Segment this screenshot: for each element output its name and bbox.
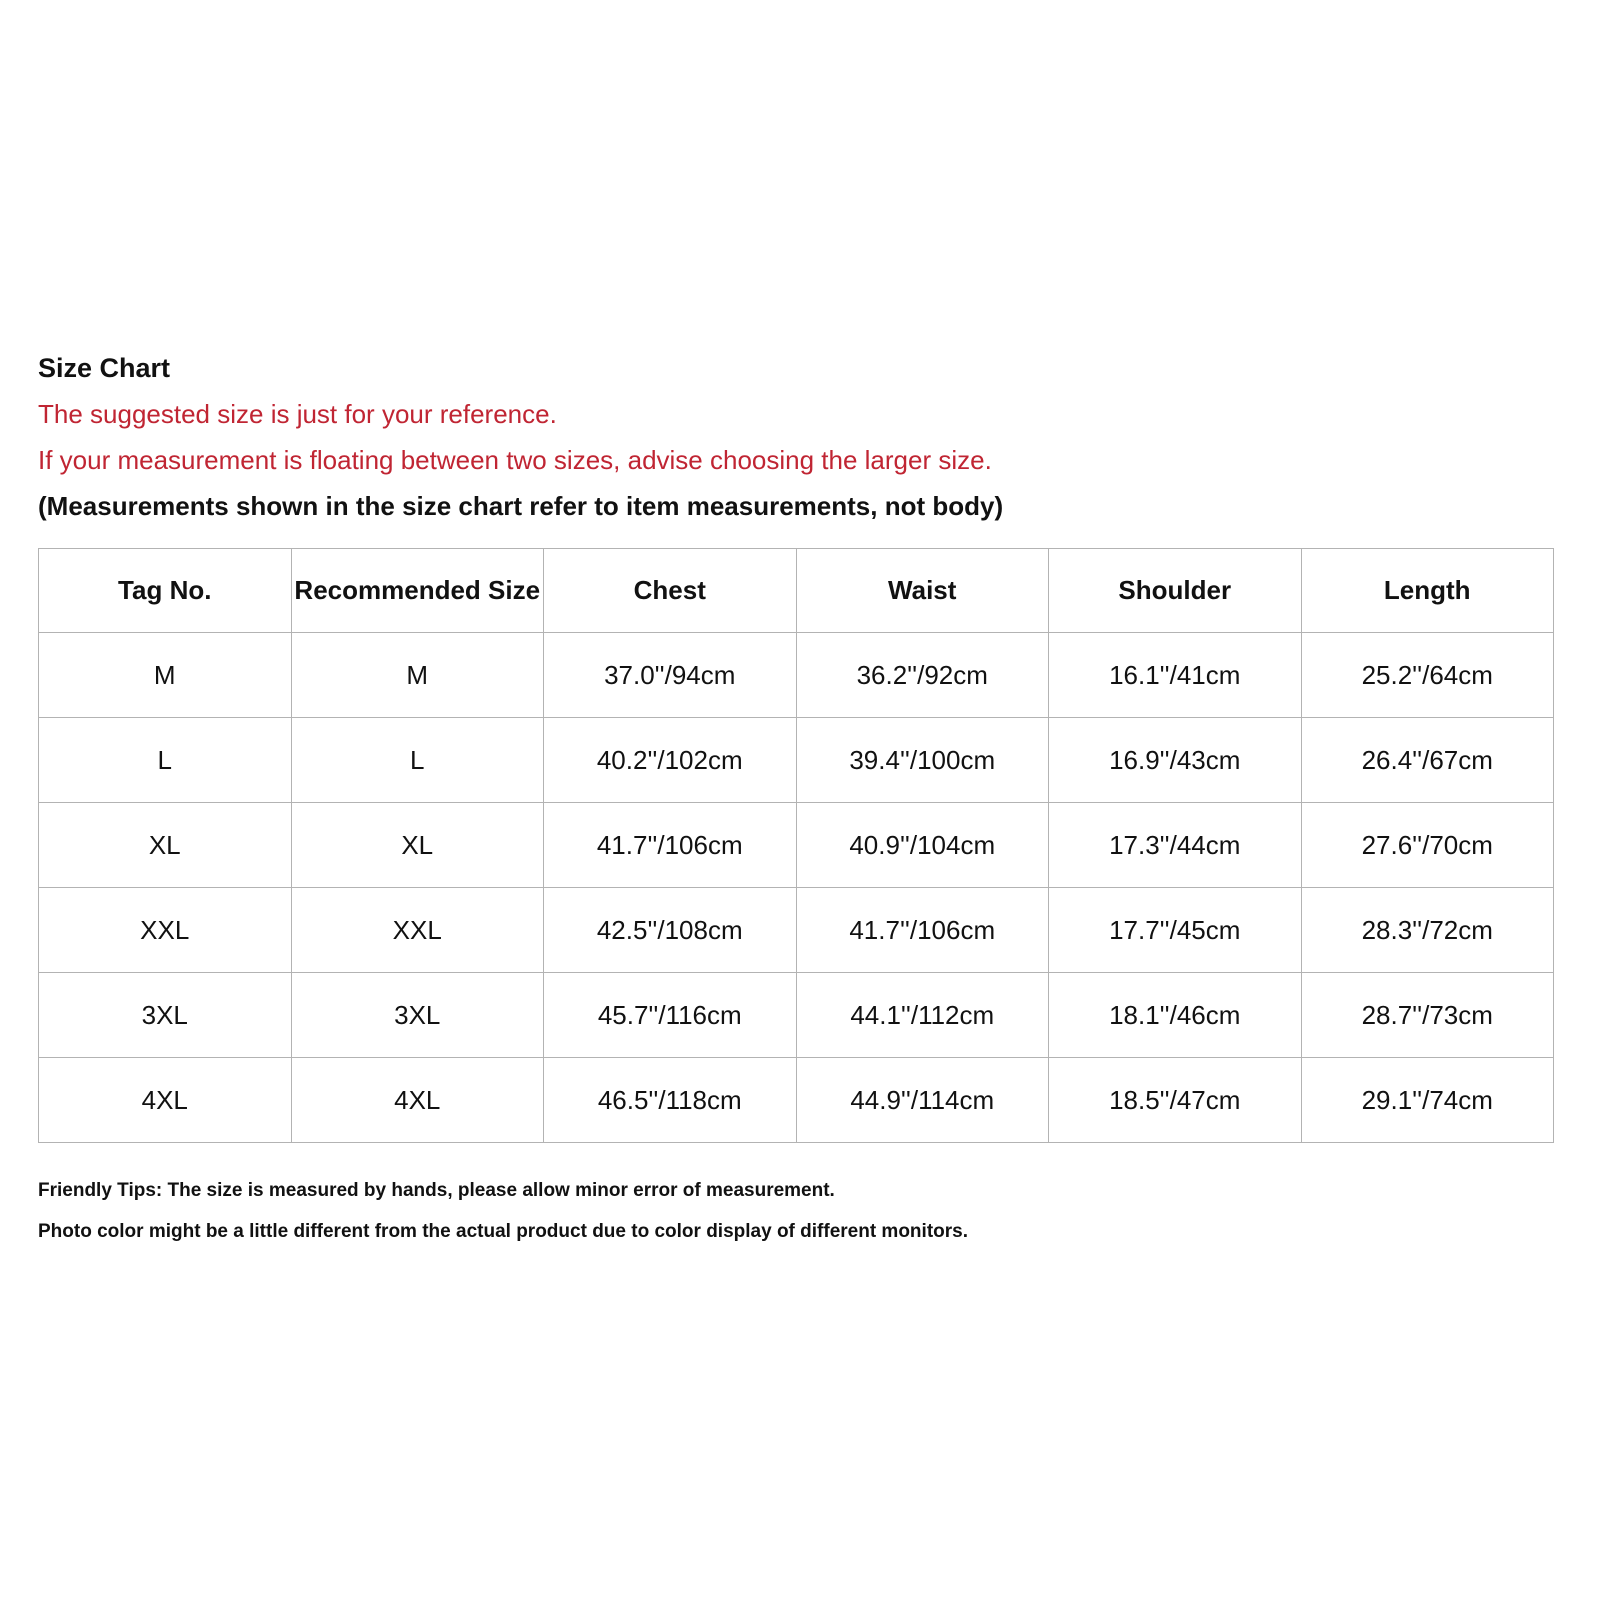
table-cell: 3XL xyxy=(291,973,544,1058)
table-cell: 39.4''/100cm xyxy=(796,718,1049,803)
table-cell: 44.9''/114cm xyxy=(796,1058,1049,1143)
table-cell: L xyxy=(291,718,544,803)
table-cell: 40.9''/104cm xyxy=(796,803,1049,888)
table-cell: 17.3''/44cm xyxy=(1049,803,1302,888)
friendly-tips-text: Friendly Tips: The size is measured by hands, please allow minor error of measurement. xyxy=(38,1180,835,1201)
size-chart-table xyxy=(38,548,1554,1143)
table-cell: 28.3''/72cm xyxy=(1301,888,1554,973)
table-cell: 41.7''/106cm xyxy=(544,803,797,888)
table-cell: 17.7''/45cm xyxy=(1049,888,1302,973)
table-cell: 18.1''/46cm xyxy=(1049,973,1302,1058)
table-row-xl xyxy=(39,803,1554,888)
column-header-waist: Waist xyxy=(796,549,1049,633)
table-row-m xyxy=(39,633,1554,718)
table-cell: 41.7''/106cm xyxy=(796,888,1049,973)
table-cell: XXL xyxy=(39,888,292,973)
table-cell: M xyxy=(39,633,292,718)
table-cell: 45.7''/116cm xyxy=(544,973,797,1058)
table-row-xxl xyxy=(39,888,1554,973)
table-cell: 28.7''/73cm xyxy=(1301,973,1554,1058)
table-cell: 42.5''/108cm xyxy=(544,888,797,973)
size-chart-content xyxy=(38,352,1554,1261)
table-cell: 4XL xyxy=(291,1058,544,1143)
table-cell: 16.1''/41cm xyxy=(1049,633,1302,718)
table-header-row xyxy=(39,549,1554,633)
table-row-3xl xyxy=(39,973,1554,1058)
photo-color-note: Photo color might be a little different from the actual product due to color display of different monitors. xyxy=(38,1221,968,1242)
red-note-reference: The suggested size is just for your reference. xyxy=(38,399,557,429)
column-header-shoulder: Shoulder xyxy=(1049,549,1302,633)
column-header-length: Length xyxy=(1301,549,1554,633)
table-cell: 29.1''/74cm xyxy=(1301,1058,1554,1143)
table-cell: 18.5''/47cm xyxy=(1049,1058,1302,1143)
table-cell: 40.2''/102cm xyxy=(544,718,797,803)
measurements-note: (Measurements shown in the size chart refer to item measurements, not body) xyxy=(38,491,1004,521)
table-cell: XXL xyxy=(291,888,544,973)
column-header-recommended-size: Recommended Size xyxy=(291,549,544,633)
table-cell: L xyxy=(39,718,292,803)
table-cell: 25.2''/64cm xyxy=(1301,633,1554,718)
table-cell: 37.0''/94cm xyxy=(544,633,797,718)
table-row-4xl xyxy=(39,1058,1554,1143)
table-cell: 3XL xyxy=(39,973,292,1058)
table-cell: 26.4''/67cm xyxy=(1301,718,1554,803)
table-cell: XL xyxy=(291,803,544,888)
red-note-larger-size: If your measurement is floating between two sizes, advise choosing the larger size. xyxy=(38,445,992,475)
table-cell: M xyxy=(291,633,544,718)
table-row-l xyxy=(39,718,1554,803)
table-cell: 36.2''/92cm xyxy=(796,633,1049,718)
footer-notes xyxy=(38,1179,1554,1244)
column-header-tag-no: Tag No. xyxy=(39,549,292,633)
page-title: Size Chart xyxy=(38,353,171,383)
table-cell: 44.1''/112cm xyxy=(796,973,1049,1058)
table-cell: 46.5''/118cm xyxy=(544,1058,797,1143)
table-cell: 4XL xyxy=(39,1058,292,1143)
column-header-chest: Chest xyxy=(544,549,797,633)
table-cell: 16.9''/43cm xyxy=(1049,718,1302,803)
table-cell: 27.6''/70cm xyxy=(1301,803,1554,888)
table-cell: XL xyxy=(39,803,292,888)
